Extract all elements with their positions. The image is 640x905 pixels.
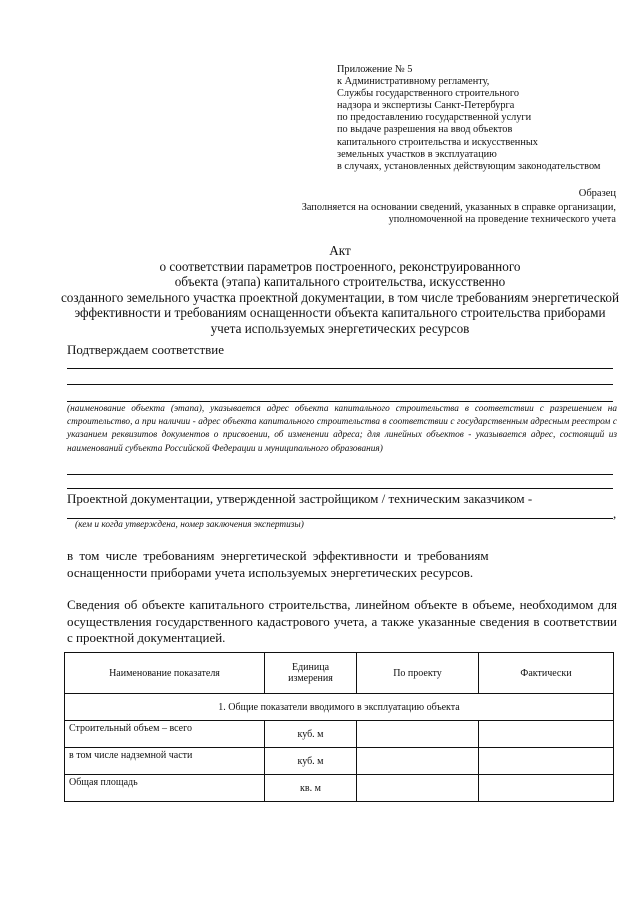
appendix-line: по выдаче разрешения на ввод объектов xyxy=(337,124,513,136)
fill-line xyxy=(67,474,613,475)
title-line: о соответствии параметров построенного, реконструированного xyxy=(159,258,521,274)
confirm-text: Подтверждаем соответствие xyxy=(67,342,225,357)
document-title xyxy=(40,243,640,337)
header-actual: Фактически xyxy=(479,653,614,694)
header-by-project: По проекту xyxy=(357,653,479,694)
title-line: эффективности и требованиям оснащенности объекта капитального строительства приборами xyxy=(74,305,606,321)
row-unit: куб. м xyxy=(265,748,357,775)
appendix-line: к Административному регламенту, xyxy=(337,76,490,88)
title-line: объекта (этапа) капитального строительства, искусственно xyxy=(174,274,506,290)
fill-line xyxy=(67,518,613,519)
row-name: в том числе надземной части xyxy=(65,748,265,775)
energy-line: в том числе требованиям энергетической эффективности и требованиям xyxy=(67,548,489,563)
row-project-value[interactable] xyxy=(357,748,479,775)
row-actual-value[interactable] xyxy=(479,748,614,775)
appendix-line: капитального строительства и искусственных xyxy=(337,136,538,148)
row-project-value[interactable] xyxy=(357,775,479,802)
header-indicator-name: Наименование показателя xyxy=(65,653,265,694)
title-heading: Акт xyxy=(329,243,351,258)
object-name-note: (наименование объекта (этапа), указывается адрес объекта капитального строительства в соответствии с разрешением на строительство, а при наличии - адрес объекта капитального строительства в соответствии с государственным адресным реестром с указанием реквизитов документов о присвоении, об изменении адреса; для линейных объектов - указывается адрес, состоящий из наименований субъекта Российской Федерации и муниципального образования) xyxy=(67,404,617,454)
fill-line xyxy=(67,384,613,385)
fill-line xyxy=(67,488,613,489)
sample-label: Образец xyxy=(578,188,616,199)
appendix-line: земельных участков в эксплуатацию xyxy=(337,148,497,160)
project-doc-end: , xyxy=(613,506,617,521)
row-name: Строительный объем – всего xyxy=(65,721,265,748)
table-row xyxy=(65,748,614,775)
section-title: 1. Общие показатели вводимого в эксплуатацию объекта xyxy=(65,694,614,721)
fill-note-line: Заполняется на основании сведений, указанных в справке организации, xyxy=(301,202,616,213)
approved-by-note: (кем и когда утверждена, номер заключения экспертизы) xyxy=(75,520,304,530)
energy-line: оснащенности приборами учета используемых энергетических ресурсов. xyxy=(67,564,474,580)
object-info-text: Сведения об объекте капитального строительства, линейном объекте в объеме, необходимом для осуществления государственного кадастрового учета, а также указанные сведения в соответствии с проектной документацией. xyxy=(67,597,617,645)
fill-line xyxy=(67,368,613,369)
indicators-table xyxy=(64,652,614,802)
appendix-line: Службы государственного строительного xyxy=(337,88,519,100)
header-unit: Единица измерения xyxy=(265,653,357,694)
energy-requirements-text xyxy=(67,548,489,581)
row-unit: куб. м xyxy=(265,721,357,748)
row-name: Общая площадь xyxy=(65,775,265,802)
appendix-line: надзора и экспертизы Санкт-Петербурга xyxy=(337,100,515,112)
fill-note xyxy=(302,202,616,226)
appendix-line: по предоставлению государственной услуги xyxy=(337,112,532,124)
title-line: созданного земельного участка проектной документации, в том числе требованиям энергетической xyxy=(60,289,620,305)
row-unit: кв. м xyxy=(265,775,357,802)
appendix-block xyxy=(337,64,600,173)
appendix-line: в случаях, установленных действующим законодательством xyxy=(337,160,601,172)
table-section-row xyxy=(65,694,614,721)
table-header-row xyxy=(65,653,614,694)
title-line: учета используемых энергетических ресурсов xyxy=(210,320,470,336)
project-doc-text: Проектной документации, утвержденной застройщиком / техническим заказчиком - xyxy=(67,491,533,506)
row-project-value[interactable] xyxy=(357,721,479,748)
table-row xyxy=(65,721,614,748)
appendix-line: Приложение № 5 xyxy=(337,64,413,75)
row-actual-value[interactable] xyxy=(479,721,614,748)
table-row xyxy=(65,775,614,802)
fill-line xyxy=(67,401,613,402)
row-actual-value[interactable] xyxy=(479,775,614,802)
fill-note-line: уполномоченной на проведение технического учета xyxy=(388,214,616,225)
